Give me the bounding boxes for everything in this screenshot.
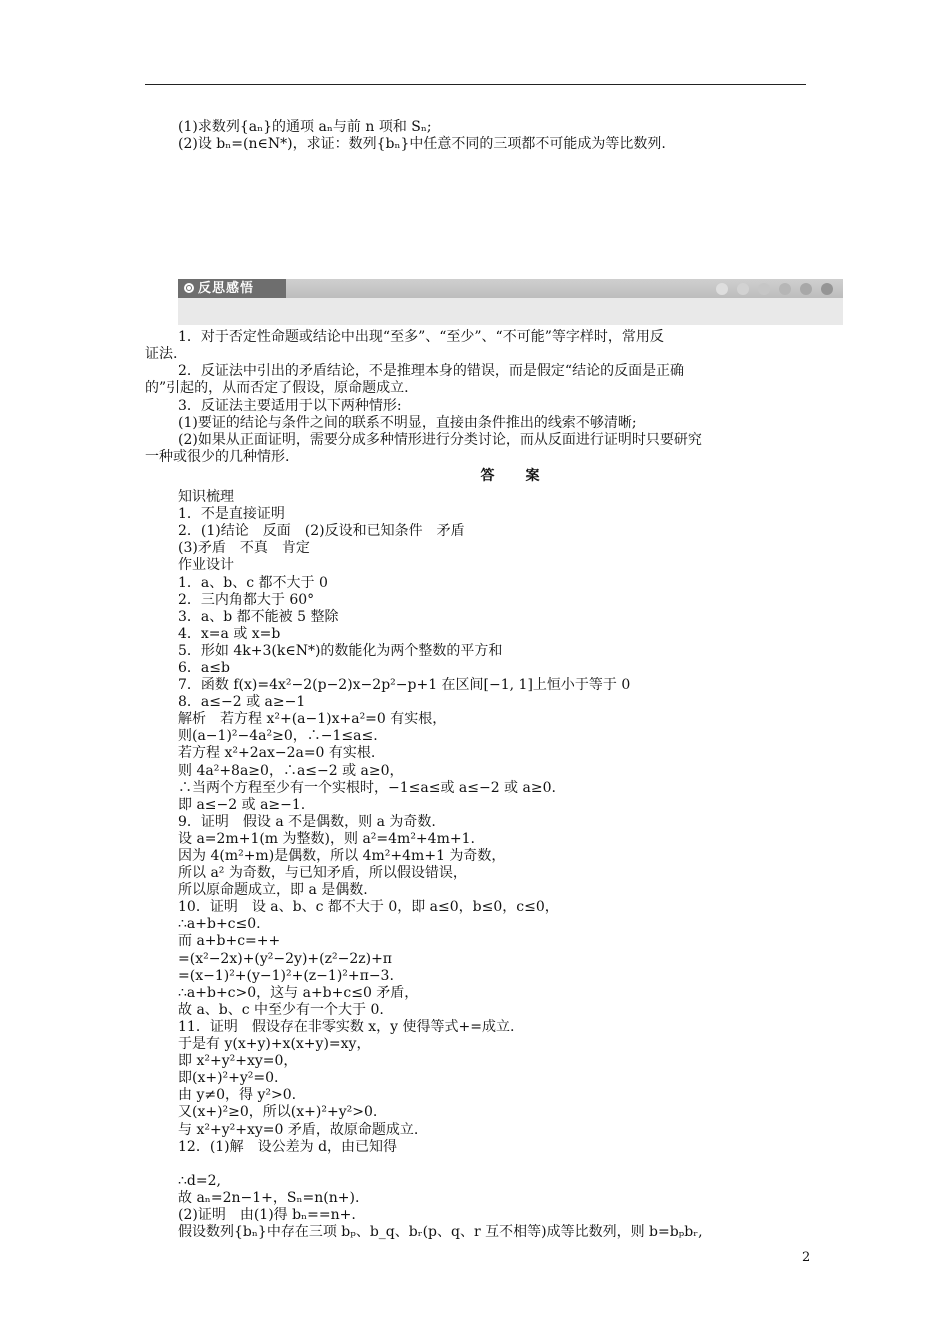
answer-line: 若方程 x²+2ax−2a=0 有实根.	[178, 745, 376, 762]
answer-line: 所以原命题成立，即 a 是偶数.	[178, 882, 368, 899]
answer-line: 假设数列{bₙ}中存在三项 bₚ、b_q、bᵣ(p、q、r 互不相等)成等比数列，则 b=bₚbᵣ,	[178, 1223, 703, 1240]
answer-line: 设 a=2m+1(m 为整数)，则 a²=4m²+4m+1.	[178, 830, 475, 847]
answer-line: ∴a+b+c≤0.	[178, 916, 261, 933]
document-body	[145, 119, 810, 1241]
dot-icon	[800, 283, 812, 295]
answer-line: 所以 a² 为奇数，与已知矛盾，所以假设错误，	[178, 865, 467, 882]
reflection-paragraph-5: (2)如果从正面证明，需要分成多种情形进行分类讨论，而从反面进行证明时只要研究 一种或很少的几种情形.	[145, 431, 702, 465]
answer-line: 即(x+)²+y²=0.	[178, 1070, 279, 1087]
answer-line: 则 4a²+8a≥0，∴a≤−2 或 a≥0，	[178, 762, 404, 779]
answer-line: 12．(1)解 设公差为 d，由已知得	[178, 1138, 398, 1155]
reflection-paragraph-4: (1)要证的结论与条件之间的联系不明显，直接由条件推出的线索不够清晰;	[178, 414, 637, 431]
answer-line: 故 a、b、c 中至少有一个大于 0.	[178, 1001, 384, 1018]
problem-line-2: (2)设 bₙ=(n∈N*)，求证：数列{bₙ}中任意不同的三项都不可能成为等比数列.	[178, 136, 666, 153]
reflection-title: 反思感悟	[198, 281, 255, 297]
answer-line: 1．a、b、c 都不大于 0	[178, 574, 328, 591]
answer-line: 因为 4(m²+m)是偶数，所以 4m²+4m+1 为奇数，	[178, 848, 506, 864]
answer-line: 8．a≤−2 或 a≥−1	[178, 694, 306, 711]
dot-icon	[779, 283, 791, 295]
reflection-title-tag	[178, 279, 286, 298]
answer-line: =(x²−2x)+(y²−2y)+(z²−2z)+π	[178, 950, 393, 967]
answer-line: 知识梳理	[178, 489, 234, 506]
answer-line: 即 a≤−2 或 a≥−1.	[178, 796, 306, 813]
answer-line: 11．证明 假设存在非零实数 x，y 使得等式+=成立.	[178, 1018, 515, 1035]
page-number: 2	[802, 1250, 811, 1265]
answer-line: 与 x²+y²+xy=0 矛盾，故原命题成立.	[178, 1121, 419, 1138]
answer-line: 3．a、b 都不能被 5 整除	[178, 608, 339, 625]
answer-line: 故 aₙ=2n−1+，Sₙ=n(n+).	[178, 1189, 360, 1206]
answer-line: ∴d=2,	[178, 1172, 221, 1189]
answer-line: 而 a+b+c=++	[178, 933, 281, 950]
answer-line: 又(x+)²≥0，所以(x+)²+y²>0.	[178, 1104, 378, 1121]
answer-line	[145, 1156, 810, 1173]
answer-line: 9．证明 假设 a 不是偶数，则 a 为奇数.	[178, 813, 436, 830]
answer-line: 由 y≠0，得 y²>0.	[178, 1087, 297, 1104]
problem-line-1: (1)求数列{aₙ}的通项 aₙ与前 n 项和 Sₙ;	[178, 119, 432, 135]
answer-line: 6．a≤b	[178, 659, 230, 676]
answer-line: ∴当两个方程至少有一个实根时，−1≤a≤或 a≤−2 或 a≥0.	[178, 779, 556, 796]
answer-line: =(x−1)²+(y−1)²+(z−1)²+π−3.	[178, 967, 394, 984]
circle-bullet-icon	[184, 283, 194, 293]
reflection-banner	[178, 279, 843, 325]
answer-line: 2．三内角都大于 60°	[178, 591, 315, 608]
answers-title: 答 案	[480, 467, 541, 484]
dot-icon	[758, 283, 770, 295]
answer-line: 则(a−1)²−4a²≥0，∴−1≤a≤.	[178, 728, 378, 745]
answer-line: 于是有 y(x+y)+x(x+y)=xy，	[178, 1036, 371, 1053]
answers-list	[145, 489, 810, 1241]
reflection-paragraph-1: 1．对于否定性命题或结论中出现“至多”、“至少”、“不可能”等字样时，常用反 证法.	[145, 329, 664, 363]
answer-line: 即 x²+y²+xy=0，	[178, 1053, 298, 1070]
header-rule	[145, 84, 806, 85]
dot-icon	[821, 283, 833, 295]
reflection-paragraph-3: 3．反证法主要适用于以下两种情形:	[178, 397, 402, 414]
answer-line: 7．函数 f(x)=4x²−2(p−2)x−2p²−p+1 在区间[−1, 1]上恒小于等于 0	[178, 677, 631, 694]
decorative-dots	[716, 283, 833, 295]
answer-line: ∴a+b+c>0，这与 a+b+c≤0 矛盾，	[178, 984, 419, 1001]
answer-line: 1．不是直接证明	[178, 506, 285, 523]
reflection-paragraph-2: 2．反证法中引出的矛盾结论，不是推理本身的错误，而是假定“结论的反面是正确 的”引起的，从而否定了假设，原命题成立.	[145, 363, 685, 397]
answer-line: 解析 若方程 x²+(a−1)x+a²=0 有实根，	[178, 711, 447, 728]
answer-line: (3)矛盾 不真 肯定	[178, 540, 310, 557]
answer-line: 5．形如 4k+3(k∈N*)的数能化为两个整数的平方和	[178, 642, 503, 659]
answer-line: 4．x=a 或 x=b	[178, 625, 281, 642]
answer-line: 2．(1)结论 反面 (2)反设和已知条件 矛盾	[178, 523, 465, 540]
dot-icon	[737, 283, 749, 295]
dot-icon	[716, 283, 728, 295]
answer-line: 作业设计	[178, 557, 234, 574]
answer-line: (2)证明 由(1)得 bₙ==n+.	[178, 1206, 356, 1223]
answer-line: 10．证明 设 a、b、c 都不大于 0，即 a≤0，b≤0，c≤0，	[178, 899, 559, 916]
